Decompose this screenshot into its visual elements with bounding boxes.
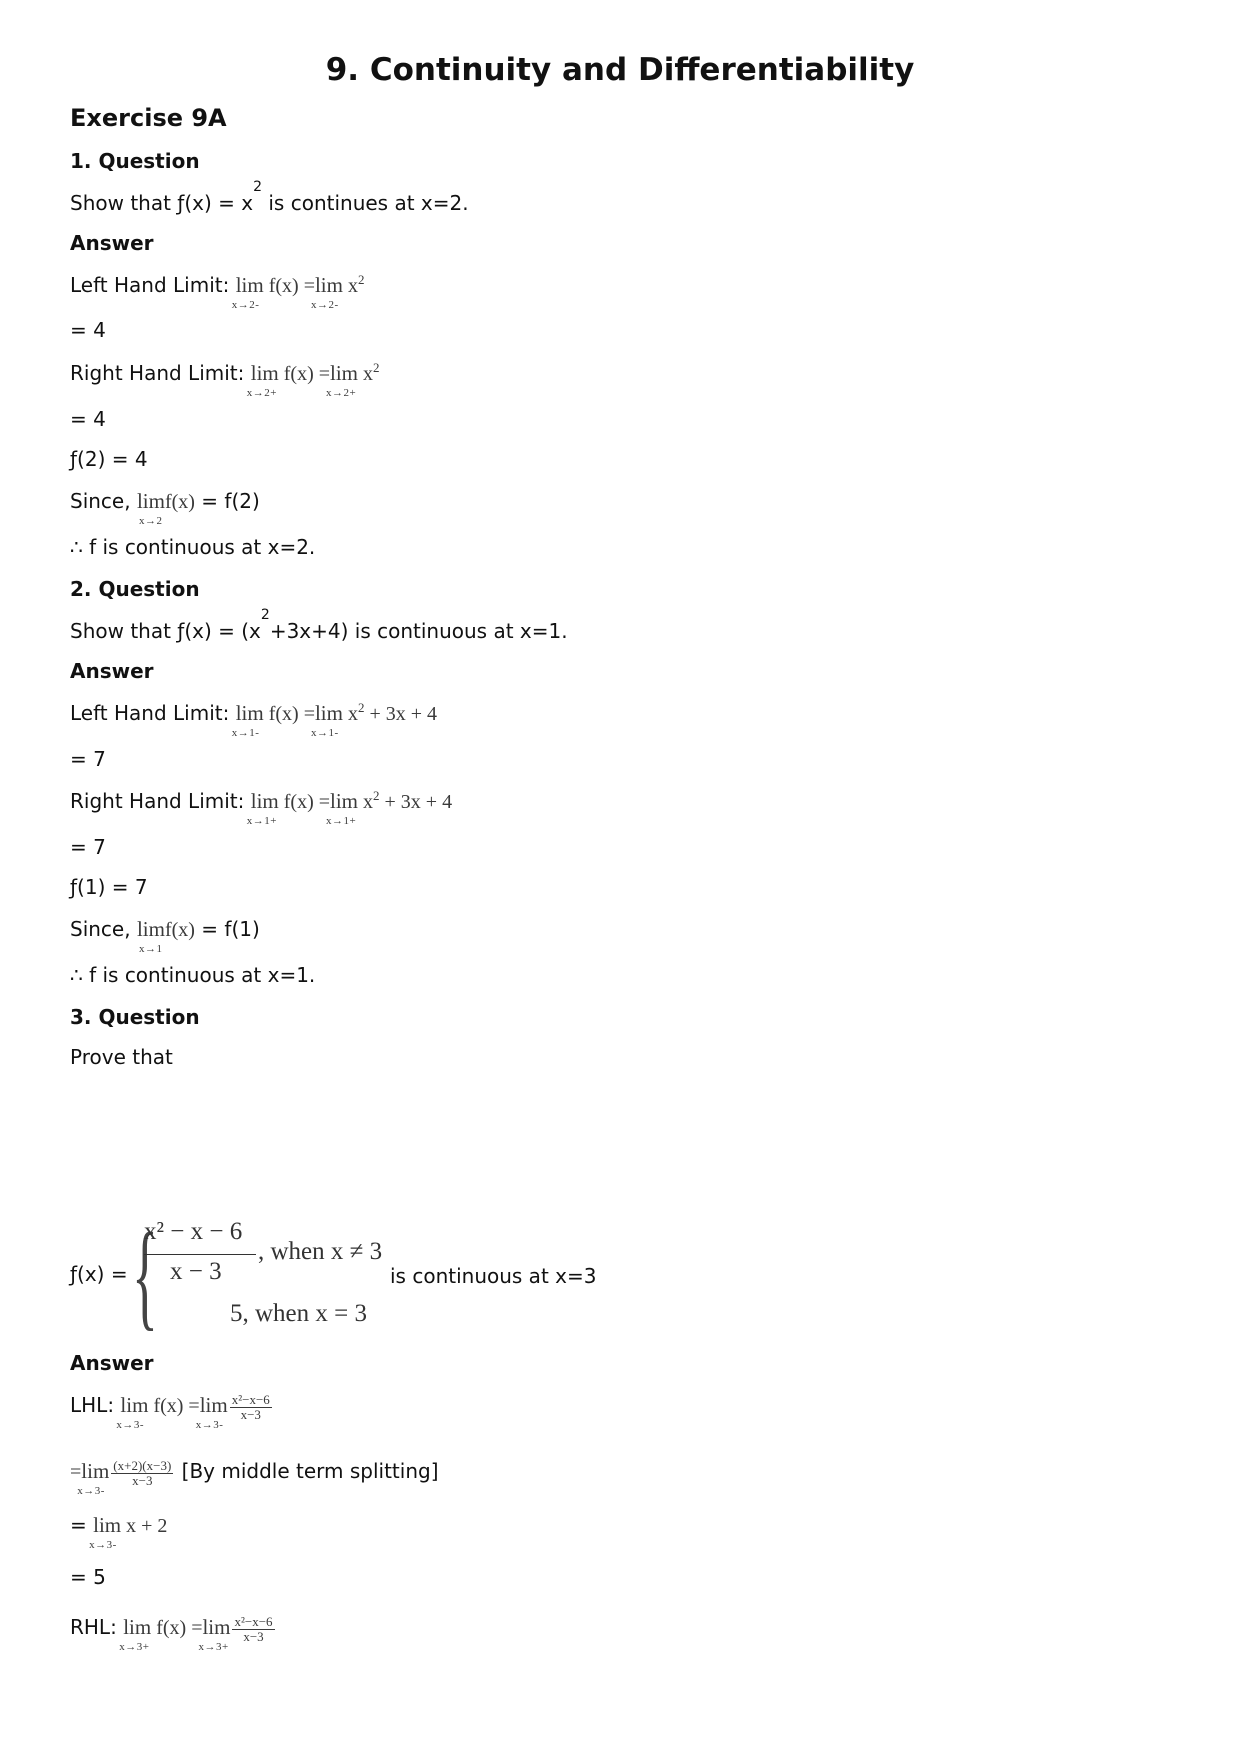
question-3-prompt: Prove that: [70, 1045, 173, 1069]
lim-word: lim: [330, 361, 359, 385]
rhl-label: RHL:: [70, 1615, 124, 1639]
numerator: x²−x−6: [231, 1391, 270, 1407]
rhl-formula: [246, 788, 453, 827]
numerator: x²−x−6: [234, 1613, 273, 1629]
fx-term: f(x): [164, 919, 195, 941]
brace-symbol: {: [132, 1208, 158, 1341]
denominator: x−3: [111, 1473, 173, 1488]
lim-word: lim: [123, 1615, 152, 1639]
lim-word: lim: [136, 489, 165, 513]
statement-text: +3x+4) is continuous at x=1.: [269, 619, 568, 643]
exponent: 2: [253, 179, 263, 195]
q2-since-line: [70, 916, 260, 955]
answer-label-3: Answer: [70, 1351, 154, 1375]
q3-step-2: [70, 1457, 439, 1497]
since-label: Since,: [70, 917, 137, 941]
piece-1-numerator: x² − x − 6: [144, 1218, 243, 1245]
fraction: [111, 1459, 173, 1488]
equals: =: [298, 275, 315, 297]
statement-text: is continues at x=2.: [262, 191, 469, 215]
q1-right-hand-limit: [70, 360, 380, 399]
equals: =: [70, 1461, 82, 1483]
lim-subscript: x→1+: [246, 815, 277, 827]
q2-value-2: = 7: [70, 835, 106, 859]
piece-2: 5, when x = 3: [230, 1300, 367, 1327]
lim-word: lim: [202, 1615, 231, 1639]
since-label: Since,: [70, 489, 137, 513]
question-1-heading: 1. Question: [70, 149, 200, 173]
equals: =: [70, 1513, 94, 1537]
lim-word: lim: [81, 1459, 110, 1483]
lim-word: lim: [250, 361, 279, 385]
exponent: 2: [357, 272, 365, 287]
fx-term: f(x): [164, 491, 195, 513]
x-term: x: [363, 791, 374, 813]
fx-term: f(x): [283, 363, 314, 385]
question-3-heading: 3. Question: [70, 1005, 200, 1029]
statement-text: Show that ƒ(x) = (x: [70, 619, 261, 643]
lim-word: lim: [250, 789, 279, 813]
q2-f-at-point: ƒ(1) = 7: [70, 875, 148, 899]
limit-expression: [136, 916, 195, 955]
rhl-formula: [119, 1613, 276, 1653]
equals: =: [313, 791, 331, 813]
q2-right-hand-limit: [70, 788, 453, 827]
lim-subscript: x→3+: [119, 1641, 150, 1653]
lhl-formula: [231, 700, 438, 739]
q1-left-hand-limit: [70, 272, 365, 311]
lim-subscript: x→1: [138, 943, 163, 955]
exponent: 2: [373, 360, 380, 375]
q1-value-1: = 4: [70, 318, 106, 342]
q3-step-3: [70, 1512, 168, 1551]
fx-term: f(x): [153, 1395, 184, 1417]
lim-subscript: x→2-: [231, 299, 260, 311]
q1-since-line: [70, 488, 260, 527]
x-term: x: [347, 703, 358, 725]
piece-1-condition: , when x ≠ 3: [258, 1238, 383, 1265]
lim-subscript: x→1-: [310, 727, 339, 739]
x-term: x: [347, 275, 358, 297]
rhl-label: Right Hand Limit:: [70, 789, 251, 813]
rhl-formula: [246, 360, 380, 399]
answer-label-1: Answer: [70, 231, 154, 255]
lim-subscript: x→2: [138, 515, 163, 527]
fx-term: f(x): [268, 703, 299, 725]
fx-term: f(x): [156, 1617, 187, 1639]
lim-word: lim: [314, 273, 343, 297]
equals: =: [313, 363, 331, 385]
fraction: [230, 1393, 272, 1422]
q1-f-at-point: ƒ(2) = 4: [70, 447, 148, 471]
q3-lhl-line: [70, 1391, 274, 1431]
lim-subscript: x→3-: [89, 1539, 117, 1551]
lim-word: lim: [136, 917, 165, 941]
lim-word: lim: [330, 789, 359, 813]
q1-value-2: = 4: [70, 407, 106, 431]
lim-subscript: x→2+: [246, 387, 277, 399]
lim-subscript: x→1+: [326, 815, 357, 827]
equals: =: [186, 1617, 203, 1639]
q2-value-1: = 7: [70, 747, 106, 771]
denominator: x−3: [230, 1407, 272, 1422]
polynomial-tail: + 3x + 4: [364, 703, 438, 725]
q3-rhl-line: [70, 1613, 277, 1653]
fx-term: f(x): [268, 275, 299, 297]
piecewise-definition: [70, 1208, 770, 1341]
page-title: 9. Continuity and Differentiability: [325, 52, 915, 88]
polynomial-tail: + 3x + 4: [379, 791, 453, 813]
denominator: x−3: [232, 1629, 274, 1644]
fraction: [232, 1615, 274, 1644]
question-2-heading: 2. Question: [70, 577, 200, 601]
fx-term: f(x): [283, 791, 314, 813]
rhl-label: Right Hand Limit:: [70, 361, 251, 385]
fx-label: ƒ(x) =: [70, 1262, 128, 1286]
q3-value: = 5: [70, 1565, 106, 1589]
lim-subscript: x→3+: [198, 1641, 229, 1653]
lim-word: lim: [314, 701, 343, 725]
statement-text: Show that ƒ(x) = x: [70, 191, 254, 215]
lhl-formula: [231, 272, 365, 311]
piece-1-denominator: x − 3: [170, 1258, 222, 1285]
since-rhs: = f(1): [194, 917, 260, 941]
lim-word: lim: [235, 273, 264, 297]
lhl-label: Left Hand Limit:: [70, 701, 236, 725]
lim-subscript: x→2+: [326, 387, 357, 399]
q2-conclusion: ∴ f is continuous at x=1.: [70, 963, 316, 987]
lim-subscript: x→2-: [310, 299, 339, 311]
lim-subscript: x→3-: [116, 1419, 145, 1431]
continuity-claim: is continuous at x=3: [390, 1264, 597, 1288]
lim-word: lim: [199, 1393, 228, 1417]
exercise-heading: Exercise 9A: [70, 104, 227, 132]
question-1-statement: [70, 179, 469, 216]
equals: =: [298, 703, 315, 725]
q1-conclusion: ∴ f is continuous at x=2.: [70, 535, 316, 559]
question-2-statement: [70, 607, 568, 644]
since-rhs: = f(2): [194, 489, 260, 513]
exponent: 2: [357, 700, 365, 715]
limit-expression: [136, 488, 195, 527]
step-3-formula: [89, 1512, 168, 1551]
lim-word: lim: [93, 1513, 122, 1537]
exponent: 2: [373, 788, 380, 803]
lhl-label: Left Hand Limit:: [70, 273, 236, 297]
lim-subscript: x→3-: [195, 1419, 224, 1431]
answer-label-2: Answer: [70, 659, 154, 683]
fraction-bar: [144, 1254, 256, 1255]
equals: =: [183, 1395, 200, 1417]
expression: x + 2: [126, 1515, 168, 1537]
x-term: x: [363, 363, 374, 385]
q2-left-hand-limit: [70, 700, 438, 739]
lim-word: lim: [120, 1393, 149, 1417]
lhl-label: LHL:: [70, 1393, 121, 1417]
exponent: 2: [260, 607, 270, 623]
lim-word: lim: [235, 701, 264, 725]
lim-subscript: x→1-: [231, 727, 260, 739]
lim-subscript: x→3-: [77, 1485, 105, 1497]
lhl-formula: [116, 1391, 273, 1431]
step-note: [By middle term splitting]: [175, 1459, 439, 1483]
step-2-formula: [70, 1457, 175, 1497]
numerator: (x+2)(x−3): [113, 1457, 172, 1473]
